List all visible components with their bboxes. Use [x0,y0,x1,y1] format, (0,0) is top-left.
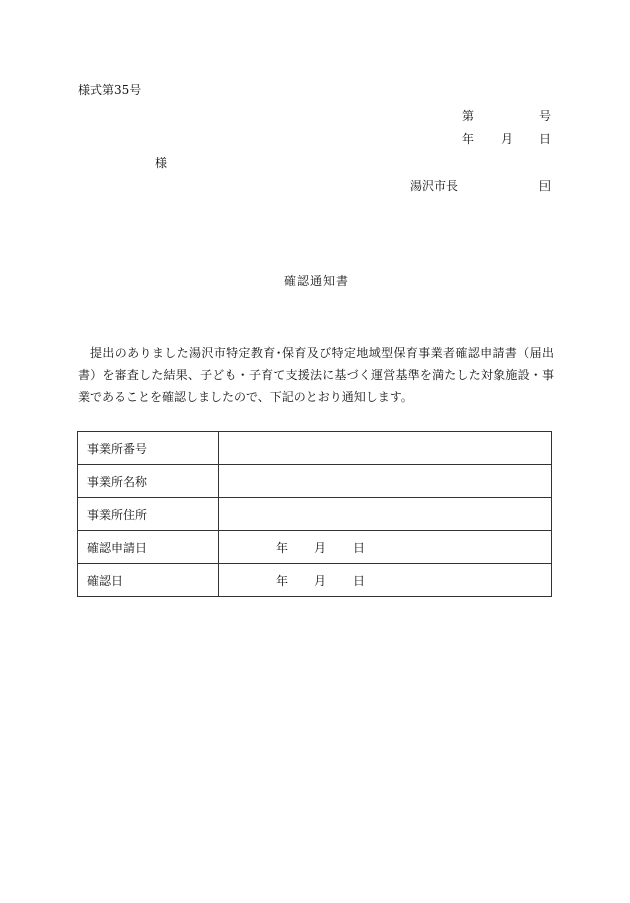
doc-number-suffix: 号 [539,109,552,123]
doc-number-prefix: 第 [462,109,475,123]
application-date-month: 月 [314,540,327,555]
table-row [78,465,552,498]
application-date-year: 年 [276,540,289,555]
row-label-office-address: 事業所住所 [78,498,219,531]
issue-date-month: 月 [501,132,514,146]
addressee-honorific: 様 [155,156,168,170]
form-number: 様式第35号 [78,83,142,97]
confirmation-date-month: 月 [314,573,327,588]
application-date-day: 日 [353,540,366,555]
sender-name: 湯沢市長 [410,179,459,193]
row-value-office-name [219,465,552,498]
row-label-office-number: 事業所番号 [78,432,219,465]
table-row [78,531,552,564]
row-label-confirmation-date: 確認日 [78,564,219,597]
confirmation-table [77,431,552,597]
table-row [78,498,552,531]
table-row [78,432,552,465]
row-value-office-address [219,498,552,531]
row-value-application-date [219,531,552,564]
row-label-application-date: 確認申請日 [78,531,219,564]
document-title: 確認通知書 [284,274,350,288]
issue-date-year: 年 [462,132,475,146]
body-paragraph: 提出のありました湯沢市特定教育･保育及び特定地域型保育事業者確認申請書（届出書）を審査した結果、子ども・子育て支援法に基づく運営基準を満たした対象施設・事業であることを確認しましたので、下記のとおり通知します。 [78,346,554,404]
row-value-confirmation-date [219,564,552,597]
row-value-office-number [219,432,552,465]
seal-mark: 囙 [539,179,552,193]
confirmation-date-day: 日 [353,573,366,588]
table-row [78,564,552,597]
issue-date-day: 日 [539,132,552,146]
row-label-office-name: 事業所名称 [78,465,219,498]
confirmation-date-year: 年 [276,573,289,588]
